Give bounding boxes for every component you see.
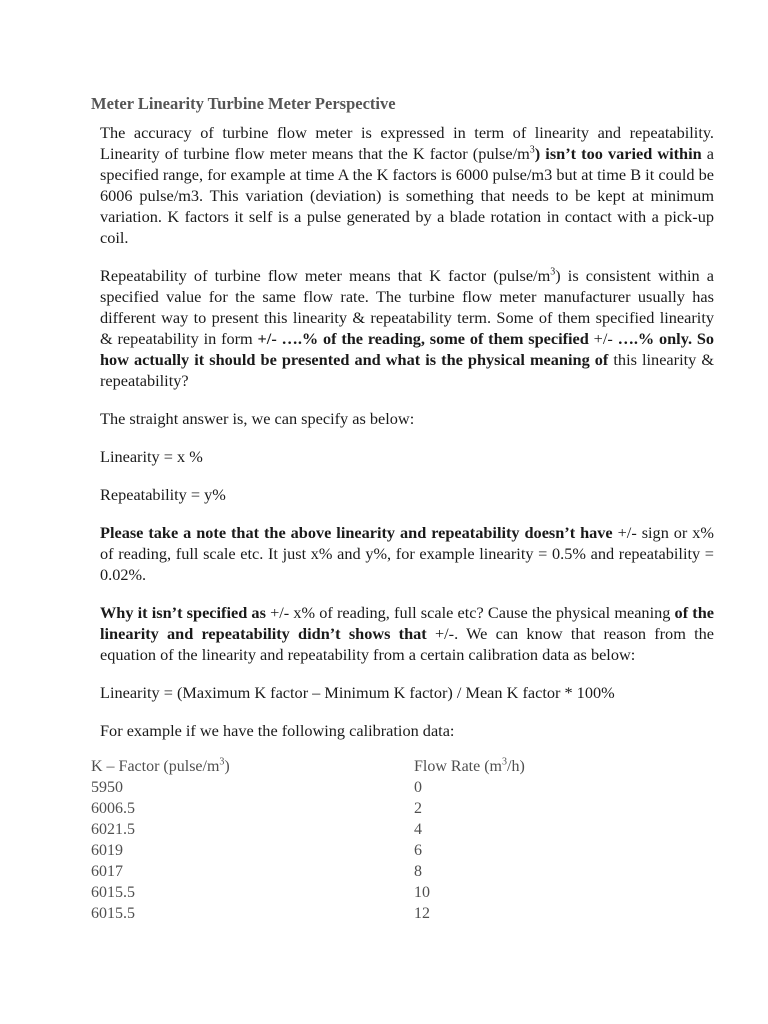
p6-text-b: +/- sign or x% of reading, full scale etc. It just x% and y%, for example linearity = 0.5% and repeatability = 0.02%. — [100, 523, 714, 584]
table-header-row — [91, 756, 611, 777]
header-k-factor: K – Factor $(pulse/m^3)$ — [91, 756, 230, 775]
k-factor-cell: 6015.5 — [91, 905, 135, 922]
calibration-data-table — [91, 756, 611, 924]
paragraph-repeatability-definition — [100, 265, 714, 391]
p1-text-a: The accuracy of turbine flow meter is expressed in term of linearity and repeatability. Linearity of turbine flow meter means that the K factor (pulse/m — [100, 123, 714, 163]
table-row — [91, 819, 611, 840]
table-row — [91, 882, 611, 903]
k-factor-cell: 6006.5 — [91, 800, 135, 817]
flow-rate-cell: 2 — [414, 800, 422, 817]
formula-repeatability-y: Repeatability = y% — [100, 485, 226, 504]
p2-text-b: ) is consistent within a specified value for the same flow rate. The turbine flow meter manufacturer usually has different way to present this linearity & repeatability term. Some of them specified linearity & repeatability in form — [100, 266, 714, 348]
p2-bold-text-e: ….% only. So how actually it should be presented and what is the physical meaning of — [100, 329, 715, 369]
flow-rate-cell: 10 — [414, 884, 430, 901]
p7-text-b: +/- x% of reading, full scale etc? Cause the physical meaning — [265, 603, 675, 622]
flow-rate-cell: 6 — [414, 842, 422, 859]
p2-text-a: Repeatability of turbine flow meter means that K factor (pulse/m — [100, 266, 551, 285]
p7-text-d: +/-. We can know that reason from the equation of the linearity and repeatability from a certain calibration data as below: — [100, 624, 714, 664]
document-title: Meter Linearity Turbine Meter Perspective — [91, 94, 396, 113]
formula-linearity-x: Linearity = x % — [100, 447, 203, 466]
k-factor-cell: 6017 — [91, 863, 123, 880]
table-row — [91, 840, 611, 861]
p1-bold-text: ) isn’t too varied within — [534, 144, 702, 163]
p2-text-f: this linearity & repeatability? — [100, 350, 714, 390]
flow-rate-cell: 8 — [414, 863, 422, 880]
document-body — [100, 122, 714, 758]
p2-bold-text-c: +/- ….% of the reading, some of them specified — [257, 329, 589, 348]
paragraph-example-intro: For example if we have the following calibration data: — [100, 721, 455, 740]
k-factor-cell: 5950 — [91, 779, 123, 796]
k-factor-cell: 6015.5 — [91, 884, 135, 901]
p1-text-c: a specified range, for example at time A the K factors is 6000 pulse/m3 but at time B it could be 6006 pulse/m3. This variation (deviation) is something that needs to be kept at minimum variation. K factors it self is a pulse generated by a blade rotation in contact with a pick-up coil. — [100, 144, 715, 247]
p7-bold-text-c: of the linearity and repeatability didn’t shows that — [100, 603, 714, 643]
p2-text-d: +/- — [588, 329, 618, 348]
p1-superscript: 3 — [529, 144, 535, 156]
k-factor-cell: 6021.5 — [91, 821, 135, 838]
formula-linearity-equation: Linearity = (Maximum K factor – Minimum K factor) / Mean K factor * 100% — [100, 683, 615, 702]
p2-superscript: 3 — [550, 266, 556, 278]
flow-rate-cell: 12 — [414, 905, 430, 922]
k-factor-cell: 6019 — [91, 842, 123, 859]
paragraph-straight-answer: The straight answer is, we can specify as below: — [100, 409, 415, 428]
flow-rate-cell: 4 — [414, 821, 422, 838]
header-flow-rate: Flow Rate $(m^3/h)$ — [414, 756, 525, 775]
paragraph-why — [100, 602, 714, 665]
flow-rate-cell: 0 — [414, 779, 422, 796]
p6-bold-text: Please take a note that the above linearity and repeatability doesn’t have — [100, 523, 613, 542]
table-row — [91, 903, 611, 924]
table-row — [91, 861, 611, 882]
p7-bold-text-a: Why it isn’t specified as — [100, 603, 266, 622]
paragraph-note — [100, 522, 714, 585]
table-row — [91, 777, 611, 798]
paragraph-linearity-definition — [100, 122, 714, 248]
table-row — [91, 798, 611, 819]
